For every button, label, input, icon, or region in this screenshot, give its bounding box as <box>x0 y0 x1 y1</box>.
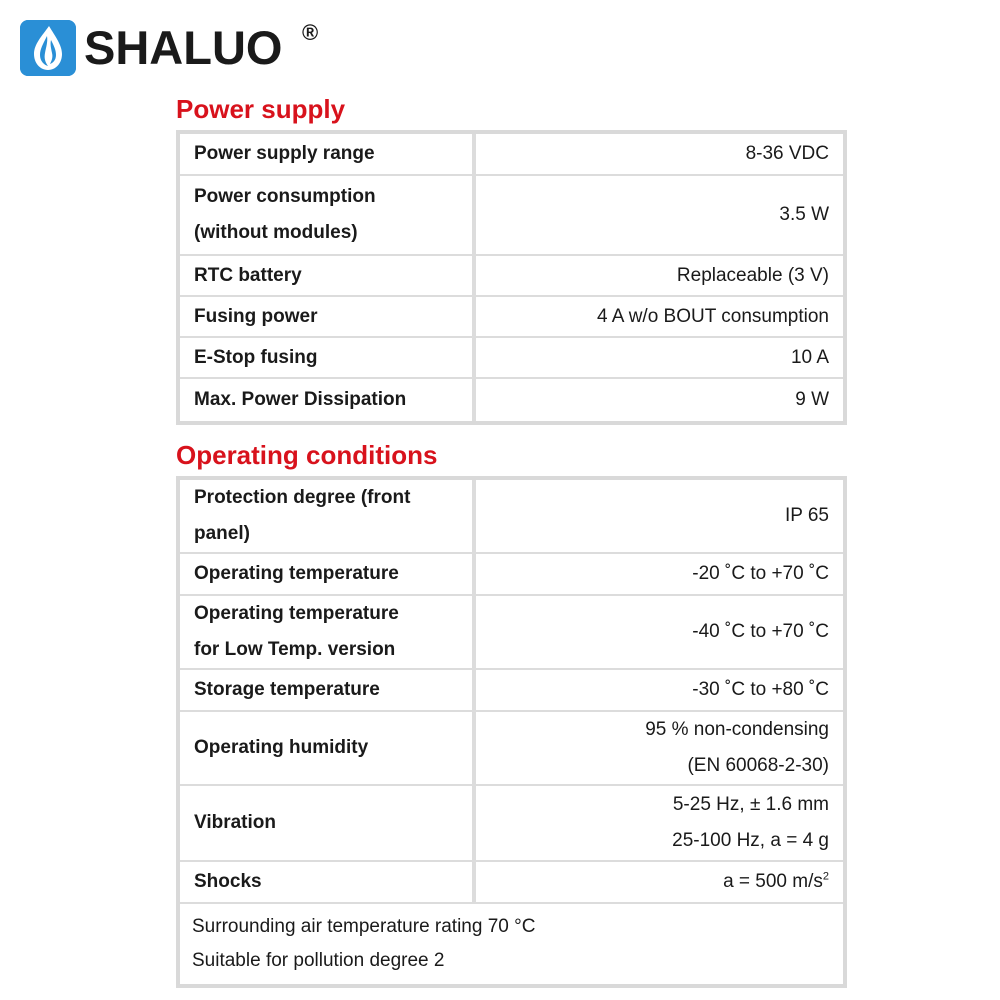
spec-label-line: E-Stop fusing <box>194 346 318 368</box>
superscript: 2 <box>822 870 829 883</box>
spec-value-text: -30 ˚C to +80 ˚C <box>692 679 829 700</box>
spec-label <box>180 554 476 596</box>
spec-label <box>180 862 476 904</box>
spec-label-line: for Low Temp. version <box>194 639 396 660</box>
spec-value <box>476 480 843 554</box>
spec-value <box>476 596 843 670</box>
spec-value-text: -40 ˚C to +70 ˚C <box>692 621 829 642</box>
spec-label <box>180 176 476 256</box>
spec-row <box>180 480 843 554</box>
spec-value <box>476 176 843 256</box>
spec-value-line <box>490 497 829 535</box>
spec-value-text: 9 W <box>795 389 829 410</box>
spec-value-text: (EN 60068-2-30) <box>687 755 829 776</box>
spec-row <box>180 670 843 712</box>
spec-value <box>476 786 843 862</box>
spec-value-text: 3.5 W <box>779 204 829 225</box>
spec-row <box>180 379 843 421</box>
power-supply-table <box>176 130 847 425</box>
spec-value-line <box>490 671 829 709</box>
spec-row <box>180 862 843 904</box>
spec-label-line: Power consumption <box>194 186 376 207</box>
spec-value <box>476 297 843 338</box>
spec-label-line: (without modules) <box>194 222 358 243</box>
spec-value-line <box>490 712 829 748</box>
spec-value-line <box>490 823 829 859</box>
spec-label-line: Shocks <box>194 871 262 892</box>
spec-value <box>476 256 843 297</box>
note-line: Surrounding air temperature rating 70 °C <box>192 916 536 937</box>
spec-label-line: Fusing power <box>194 305 318 327</box>
notes-cell <box>180 904 843 984</box>
spec-value-line <box>490 555 829 593</box>
spec-label-line: Power supply range <box>194 143 375 164</box>
section-title-power-supply: Power supply <box>176 94 346 124</box>
spec-row <box>180 554 843 596</box>
spec-value-line <box>490 135 829 173</box>
spec-value <box>476 670 843 712</box>
spec-row <box>180 712 843 786</box>
spec-label-line: RTC battery <box>194 264 302 286</box>
spec-value-text: a = 500 m/s <box>723 871 823 892</box>
spec-value <box>476 134 843 176</box>
spec-label <box>180 338 476 379</box>
spec-label <box>180 670 476 712</box>
registered-mark: ® <box>302 20 319 45</box>
spec-value-line <box>490 748 829 784</box>
spec-label-line: Vibration <box>194 812 276 833</box>
notes-row <box>180 904 843 984</box>
spec-row <box>180 338 843 379</box>
spec-label <box>180 134 476 176</box>
spec-label-line: panel) <box>194 523 250 544</box>
spec-row <box>180 297 843 338</box>
spec-value-line <box>490 863 829 901</box>
section-title-operating-conditions: Operating conditions <box>176 440 438 470</box>
spec-value-text: 5-25 Hz, ± 1.6 mm <box>672 794 829 815</box>
spec-value-text: Replaceable (3 V) <box>676 264 829 286</box>
spec-value-line <box>490 339 829 377</box>
spec-label <box>180 712 476 786</box>
spec-label-line: Operating temperature <box>194 563 399 584</box>
spec-label-line: Protection degree (front <box>194 487 411 508</box>
spec-value-text: 4 A w/o BOUT consumption <box>597 305 829 327</box>
spec-value-line <box>490 613 829 651</box>
spec-value-text: IP 65 <box>784 505 829 526</box>
spec-value-line <box>490 381 829 419</box>
spec-value-line <box>490 196 829 234</box>
spec-label <box>180 297 476 338</box>
spec-value-text: -20 ˚C to +70 ˚C <box>692 563 829 584</box>
spec-value-line <box>490 298 829 336</box>
spec-label-line: Max. Power Dissipation <box>194 389 407 410</box>
spec-label <box>180 786 476 862</box>
spec-label <box>180 379 476 421</box>
spec-row <box>180 176 843 256</box>
spec-value-text: 25-100 Hz, a = 4 g <box>672 830 829 851</box>
spec-label <box>180 596 476 670</box>
brand-name: SHALUO <box>84 21 283 74</box>
water-drop-logo-icon <box>20 20 76 76</box>
brand-logo <box>20 20 319 76</box>
spec-value-line <box>490 787 829 823</box>
spec-value <box>476 554 843 596</box>
spec-row <box>180 256 843 297</box>
operating-conditions-table <box>176 476 847 988</box>
spec-row <box>180 134 843 176</box>
spec-value-text: 8-36 VDC <box>745 143 829 164</box>
spec-row <box>180 596 843 670</box>
spec-value-text: 95 % non-condensing <box>645 719 829 740</box>
spec-value <box>476 712 843 786</box>
note-line: Suitable for pollution degree 2 <box>192 950 445 971</box>
spec-value <box>476 379 843 421</box>
spec-value <box>476 862 843 904</box>
spec-value <box>476 338 843 379</box>
spec-label-line: Operating temperature <box>194 603 399 624</box>
spec-label <box>180 480 476 554</box>
spec-row <box>180 786 843 862</box>
spec-label-line: Storage temperature <box>194 679 380 700</box>
spec-label <box>180 256 476 297</box>
spec-label-line: Operating humidity <box>194 737 369 758</box>
spec-value-text: 10 A <box>790 346 829 368</box>
spec-value-line <box>490 257 829 295</box>
